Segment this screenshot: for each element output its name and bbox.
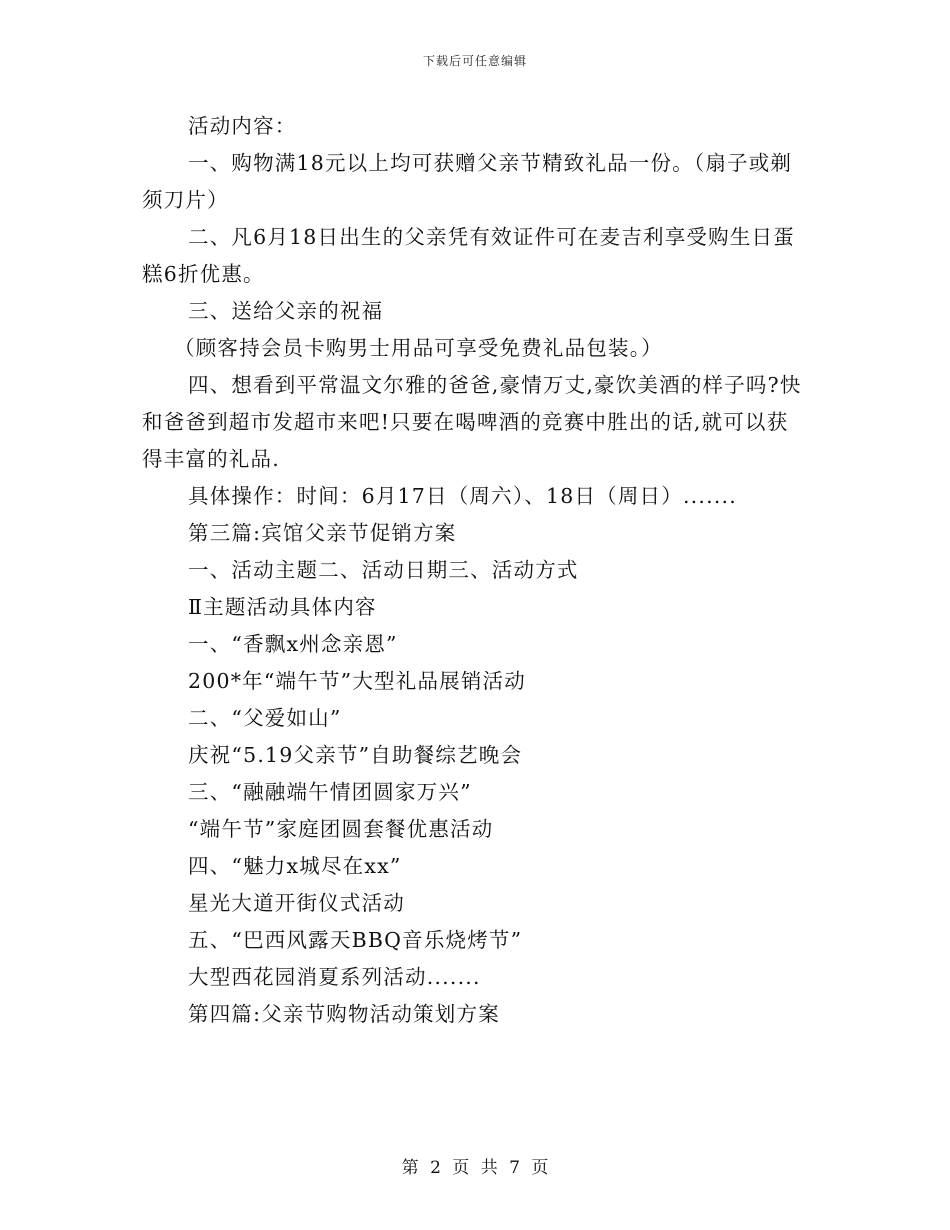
paragraph-item-2: 二、凡6月18日出生的父亲凭有效证件可在麦吉利享受购生日蛋糕6折优惠。 <box>142 225 795 286</box>
paragraph-item-4: 四、想看到平常温文尔雅的爸爸,豪情万丈,豪饮美酒的样子吗?快和爸爸到超市发超市来吧!只要在喝啤酒的竞赛中胜出的话,就可以获得丰富的礼品. <box>142 373 802 471</box>
list-item-detail: 200*年“端午节”大型礼品展销活动 <box>188 669 526 693</box>
list-item-detail: 星光大道开街仪式活动 <box>188 891 405 915</box>
list-item: 五、“巴西风露天BBQ音乐烧烤节” <box>188 928 523 952</box>
page-number: 第 2 页 共 7 页 <box>401 1158 549 1178</box>
paragraph-subsection: Ⅱ主题活动具体内容 <box>188 595 377 619</box>
list-item: 二、“父爱如山” <box>188 706 342 730</box>
document-body <box>142 108 808 1033</box>
page-header: 下载后可任意编辑 <box>422 54 527 68</box>
paragraph-item-1: 一、购物满18元以上均可获赠父亲节精致礼品一份。（扇子或剃须刀片） <box>142 151 793 212</box>
section-title-3: 第三篇:宾馆父亲节促销方案 <box>188 521 457 545</box>
paragraph-outline: 一、活动主题二、活动日期三、活动方式 <box>188 558 579 582</box>
list-item: 四、“魅力x城尽在xx” <box>188 854 402 878</box>
list-item-detail: 大型西花园消夏系列活动....... <box>188 965 481 989</box>
list-item: 一、“香飘x州念亲恩” <box>188 632 398 656</box>
paragraph-activity-content: 活动内容： <box>188 114 297 138</box>
list-item-detail: “端午节”家庭团圆套餐优惠活动 <box>188 817 494 841</box>
list-item: 三、“融融端午情团圆家万兴” <box>188 780 472 804</box>
paragraph-item-3-note: （顾客持会员卡购男士用品可享受免费礼品包装。） <box>174 336 663 360</box>
section-title-4: 第四篇:父亲节购物活动策划方案 <box>188 1002 500 1026</box>
paragraph-item-3: 三、送给父亲的祝福 <box>188 299 384 323</box>
list-item-detail: 庆祝“5.19父亲节”自助餐综艺晚会 <box>188 743 523 767</box>
paragraph-operation: 具体操作：时间：6月17日（周六）、18日（周日）....... <box>188 484 737 508</box>
